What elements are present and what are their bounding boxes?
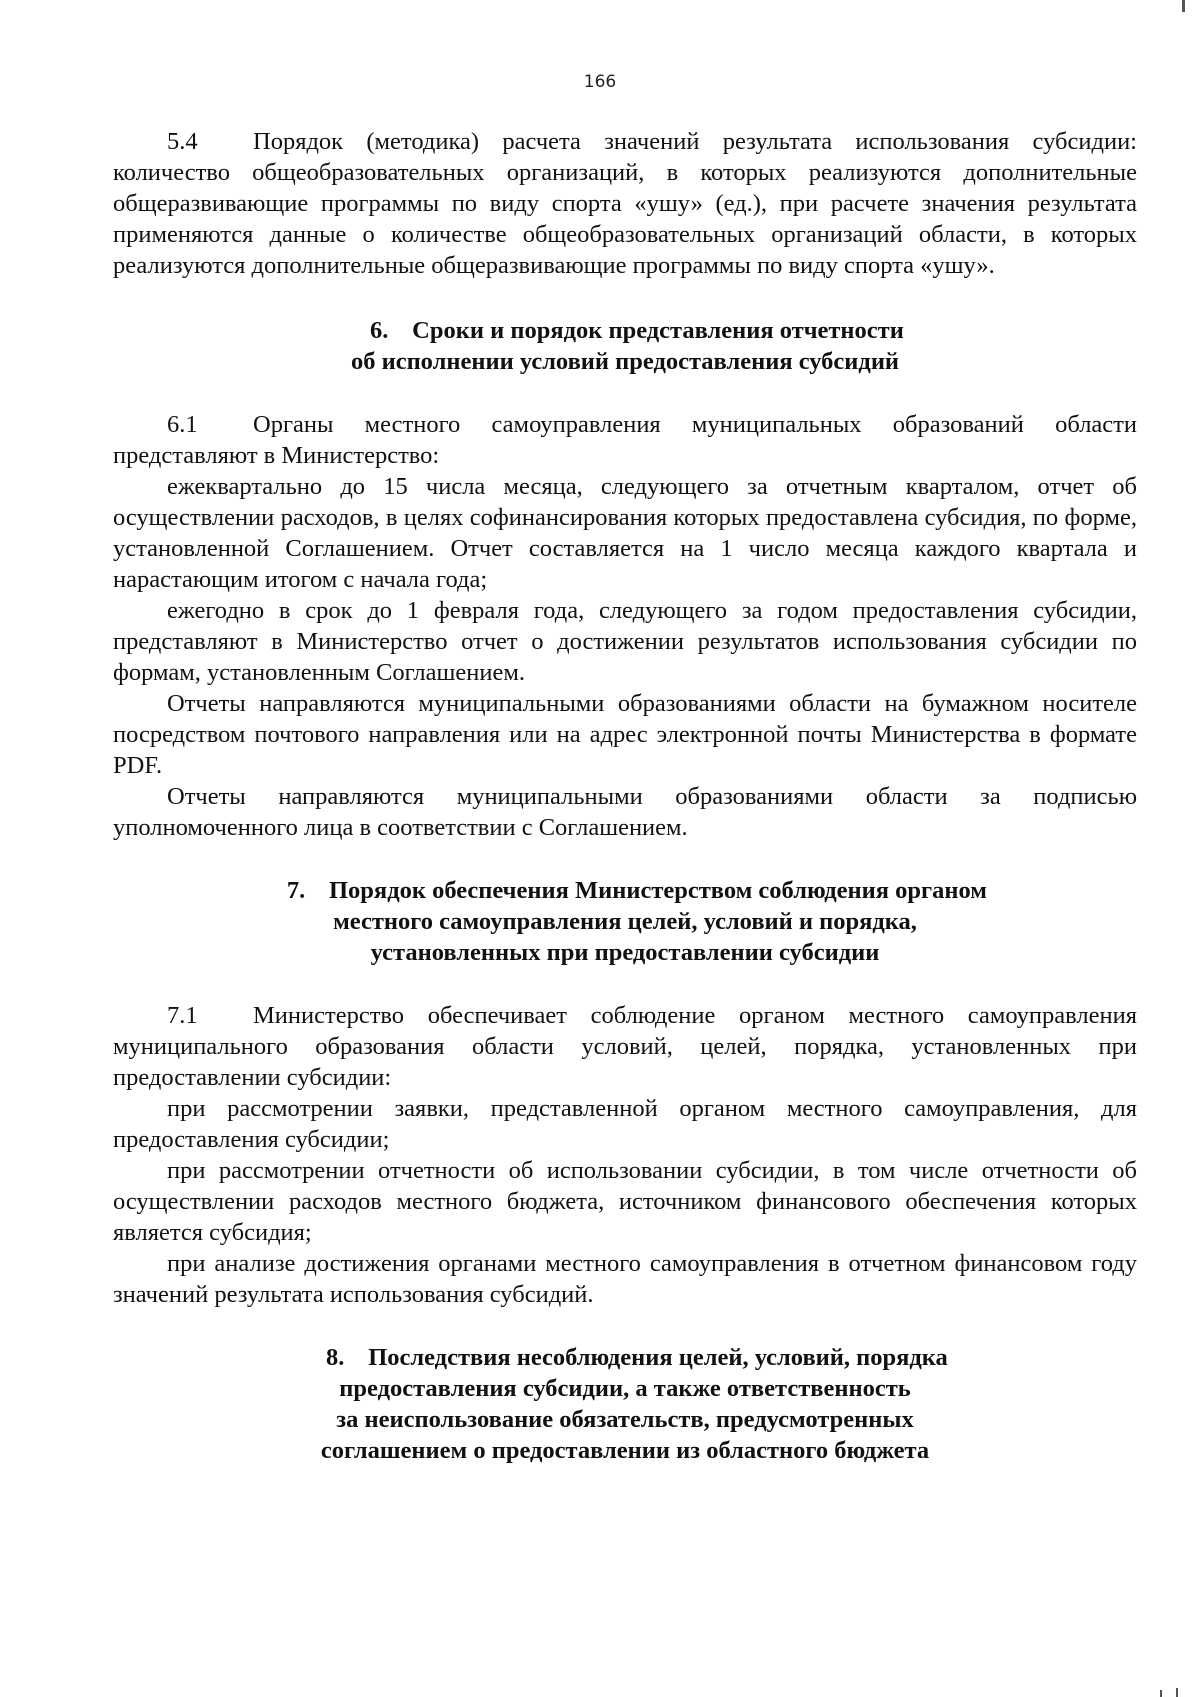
document-body [113,126,1137,1466]
scan-edge-mark [1182,0,1185,12]
paragraph: ежегодно в срок до 1 февраля года, следующего за годом предоставления субсидии, представляют в Министерство отчет о достижении результатов использования субсидии по формам, установленным Соглашением. [113,597,1137,686]
heading-line: местного самоуправления целей, условий и порядка, [333,908,917,935]
section-8-heading [113,1342,1137,1466]
paragraph-text: Органы местного самоуправления муниципальных образований области представляют в Министерство: [113,411,1137,469]
paragraph-5-4 [113,126,1137,281]
page-number: 166 [583,72,617,92]
paragraph-text: Порядок (методика) расчета значений результата использования субсидии: количество общеобразовательных организаций, в которых реализуются дополнительные общеразвивающие программы по виду спорта «ушу» (ед.), при расчете значения результата применяются данные о количестве общеобразовательных организаций области, в которых реализуются дополнительные общеразвивающие программы по виду спорта «ушу». [113,128,1137,279]
paragraph: Отчеты направляются муниципальными образованиями области за подписью уполномоченного лица в соответствии с Соглашением. [113,783,1137,841]
paragraph-number: 5.4 [167,128,198,155]
paragraph-6-1 [113,409,1137,471]
paragraph: при анализе достижения органами местного самоуправления в отчетном финансовом году значений результата использования субсидий. [113,1250,1137,1308]
paragraph-number: 7.1 [167,1002,198,1029]
section-6-heading [113,315,1137,377]
heading-line: об исполнении условий предоставления субсидий [350,348,900,375]
paragraph: при рассмотрении отчетности об использовании субсидии, в том числе отчетности об осуществлении расходов местного бюджета, источником финансового обеспечения которых является субсидия; [113,1157,1137,1246]
scan-edge-mark [1176,1688,1178,1697]
heading-line: Последствия несоблюдения целей, условий, порядка [368,1344,948,1371]
scan-edge-mark [1160,1690,1162,1697]
heading-line: предоставления субсидии, а также ответственность [339,1375,911,1402]
paragraph: Отчеты направляются муниципальными образованиями области на бумажном носителе посредством почтового направления или на адрес электронной почты Министерства в формате PDF. [113,690,1137,779]
paragraph: при рассмотрении заявки, представленной органом местного самоуправления, для предоставления субсидии; [113,1095,1137,1153]
section-number: 8. [326,1344,345,1371]
paragraph-7-1 [113,1000,1137,1093]
paragraph: ежеквартально до 15 числа месяца, следующего за отчетным кварталом, отчет об осуществлении расходов, в целях софинансирования которых предоставлена субсидия, по форме, установленной Соглашением. Отчет составляется на 1 число месяца каждого квартала и нарастающим итогом с начала года; [113,473,1137,593]
section-7-heading [113,875,1137,968]
heading-line: за неиспользование обязательств, предусмотренных [336,1406,914,1433]
heading-line: установленных при предоставлении субсидии [370,939,880,966]
section-number: 7. [286,877,306,904]
paragraph-text: Министерство обеспечивает соблюдение органом местного самоуправления муниципального образования области условий, целей, порядка, установленных при предоставлении субсидии: [113,1002,1137,1091]
heading-line: Порядок обеспечения Министерством соблюдения органом [329,877,987,904]
heading-line: Сроки и порядок представления отчетности [412,317,904,344]
heading-line: соглашением о предоставлении из областного бюджета [320,1437,930,1464]
section-number: 6. [369,317,389,344]
paragraph-number: 6.1 [167,411,198,438]
